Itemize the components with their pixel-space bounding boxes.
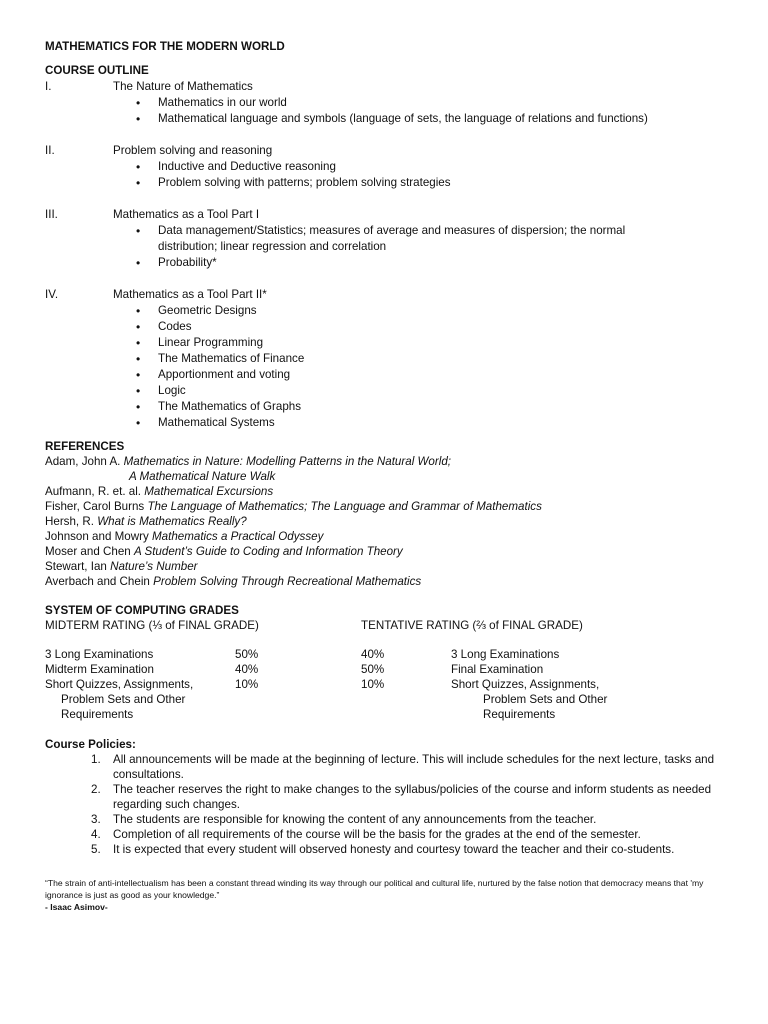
unit-topic: • Mathematics in our world <box>135 95 735 111</box>
reference-title: What is Mathematics Really? <box>97 515 247 528</box>
unit-topic: • The Mathematics of Finance <box>135 351 735 367</box>
reference-title: Nature’s Number <box>110 560 198 573</box>
unit-number: IV. <box>45 288 59 301</box>
policy-item <box>45 812 735 827</box>
unit-title: Mathematics as a Tool Part II* <box>113 288 267 301</box>
policy-item <box>45 752 735 782</box>
references-heading: REFERENCES <box>45 440 125 453</box>
policy-text: All announcements will be made at the beginning of lecture. This will include schedules for the next lecture, tasks and consultations. <box>113 753 715 781</box>
midterm-component-cont: Problem Sets and Other <box>61 693 186 706</box>
outline-unit <box>45 79 735 127</box>
midterm-weight: 40% <box>235 663 259 676</box>
policy-item <box>45 827 735 842</box>
tentative-rating-heading: TENTATIVE RATING (⅔ of FINAL GRADE) <box>361 619 583 632</box>
policy-text: The teacher reserves the right to make changes to the syllabus/policies of the course and inform students as needed regarding such changes. <box>113 783 712 811</box>
quote-text: “The strain of anti-intellectualism has been a constant thread winding its way through our political and cultural life, nurtured by the false notion that democracy means that 'my ignorance is just as good as your knowledge.” <box>45 878 704 900</box>
policy-text: The students are responsible for knowing the content of any announcements from the teacher. <box>113 813 597 826</box>
references-section <box>45 439 735 589</box>
unit-topic: • Mathematical Systems <box>135 415 735 431</box>
policy-number: 5. <box>91 843 101 856</box>
reference-entry <box>45 529 735 544</box>
unit-number: II. <box>45 144 55 157</box>
unit-number: I. <box>45 80 52 93</box>
outline-unit <box>45 207 735 271</box>
policy-number: 4. <box>91 828 101 841</box>
midterm-component: Midterm Examination <box>45 663 154 676</box>
reference-entry <box>45 484 735 499</box>
reference-title: A Student’s Guide to Coding and Information Theory <box>133 545 403 558</box>
course-policies-section <box>45 737 735 857</box>
reference-entry <box>45 514 735 529</box>
unit-topic: • Codes <box>135 319 735 335</box>
midterm-weight: 10% <box>235 678 259 691</box>
tentative-component: Final Examination <box>451 663 544 676</box>
midterm-weight: 50% <box>235 648 259 661</box>
unit-topic: • Logic <box>135 383 735 399</box>
reference-title: The Language of Mathematics; The Language and Grammar of Mathematics <box>147 500 542 513</box>
policy-number: 1. <box>91 753 101 766</box>
reference-title: A Mathematical Nature Walk <box>129 470 276 483</box>
reference-title: Mathematical Excursions <box>144 485 274 498</box>
unit-title: Problem solving and reasoning <box>113 144 273 157</box>
unit-topic: • Inductive and Deductive reasoning <box>135 159 735 175</box>
grade-row <box>45 662 735 677</box>
reference-author: Averbach and Chein <box>45 575 150 588</box>
quote-author: - Isaac Asimov- <box>45 902 108 912</box>
outline-unit <box>45 143 735 191</box>
policies-heading: Course Policies: <box>45 738 136 751</box>
reference-entry <box>45 499 735 514</box>
reference-author: Hersh, R. <box>45 515 94 528</box>
midterm-rating-heading: MIDTERM RATING (⅓ of FINAL GRADE) <box>45 619 259 632</box>
reference-entry <box>45 469 735 484</box>
outline-unit <box>45 287 735 431</box>
tentative-weight: 50% <box>361 663 385 676</box>
reference-title: Mathematics a Practical Odyssey <box>152 530 324 543</box>
reference-author: Moser and Chen <box>45 545 131 558</box>
unit-topic: • The Mathematics of Graphs <box>135 399 735 415</box>
grading-heading: SYSTEM OF COMPUTING GRADES <box>45 604 239 617</box>
document-page <box>45 39 735 913</box>
policy-text: Completion of all requirements of the course will be the basis for the grades at the end of the semester. <box>113 828 641 841</box>
unit-number: III. <box>45 208 58 221</box>
policy-number: 2. <box>91 783 101 796</box>
tentative-weight: 10% <box>361 678 385 691</box>
grade-row-continuation <box>45 707 735 722</box>
unit-topic: • Geometric Designs <box>135 303 735 319</box>
policy-item <box>45 782 735 812</box>
reference-author: Stewart, Ian <box>45 560 107 573</box>
midterm-component-cont: Requirements <box>61 708 134 721</box>
course-outline-heading: COURSE OUTLINE <box>45 64 149 77</box>
grade-row <box>45 647 735 662</box>
unit-topic: • Mathematical language and symbols (language of sets, the language of relations and functions) <box>135 111 735 127</box>
reference-entry <box>45 544 735 559</box>
reference-title: Mathematics in Nature: Modelling Patterns in the Natural World; <box>123 455 451 468</box>
unit-topic: • Problem solving with patterns; problem solving strategies <box>135 175 735 191</box>
reference-author: Fisher, Carol Burns <box>45 500 145 513</box>
unit-topic: • Probability* <box>135 255 655 271</box>
midterm-component: 3 Long Examinations <box>45 648 154 661</box>
reference-entry <box>45 454 735 469</box>
reference-entry <box>45 574 735 589</box>
unit-topic: • Apportionment and voting <box>135 367 735 383</box>
unit-topic: • Linear Programming <box>135 335 735 351</box>
grading-system-section <box>45 603 735 722</box>
tentative-weight: 40% <box>361 648 385 661</box>
reference-title: Problem Solving Through Recreational Mathematics <box>153 575 422 588</box>
document-title: MATHEMATICS FOR THE MODERN WORLD <box>45 40 285 53</box>
midterm-component: Short Quizzes, Assignments, <box>45 678 194 691</box>
grade-row-continuation <box>45 692 735 707</box>
policy-text: It is expected that every student will observed honesty and courtesy toward the teacher and their co-students. <box>113 843 675 856</box>
reference-author: Johnson and Mowry <box>45 530 149 543</box>
unit-title: The Nature of Mathematics <box>113 80 253 93</box>
grade-row <box>45 677 735 692</box>
tentative-component-cont: Requirements <box>483 708 556 721</box>
reference-author: Aufmann, R. et. al. <box>45 485 142 498</box>
unit-topic: • Data management/Statistics; measures of average and measures of dispersion; the normal distribution; linear regression and correlation <box>135 223 655 255</box>
unit-title: Mathematics as a Tool Part I <box>113 208 260 221</box>
reference-entry <box>45 559 735 574</box>
tentative-component: Short Quizzes, Assignments, <box>451 678 600 691</box>
tentative-component: 3 Long Examinations <box>451 648 560 661</box>
policy-number: 3. <box>91 813 101 826</box>
policy-item <box>45 842 735 857</box>
tentative-component-cont: Problem Sets and Other <box>483 693 608 706</box>
reference-author: Adam, John A. <box>45 455 121 468</box>
